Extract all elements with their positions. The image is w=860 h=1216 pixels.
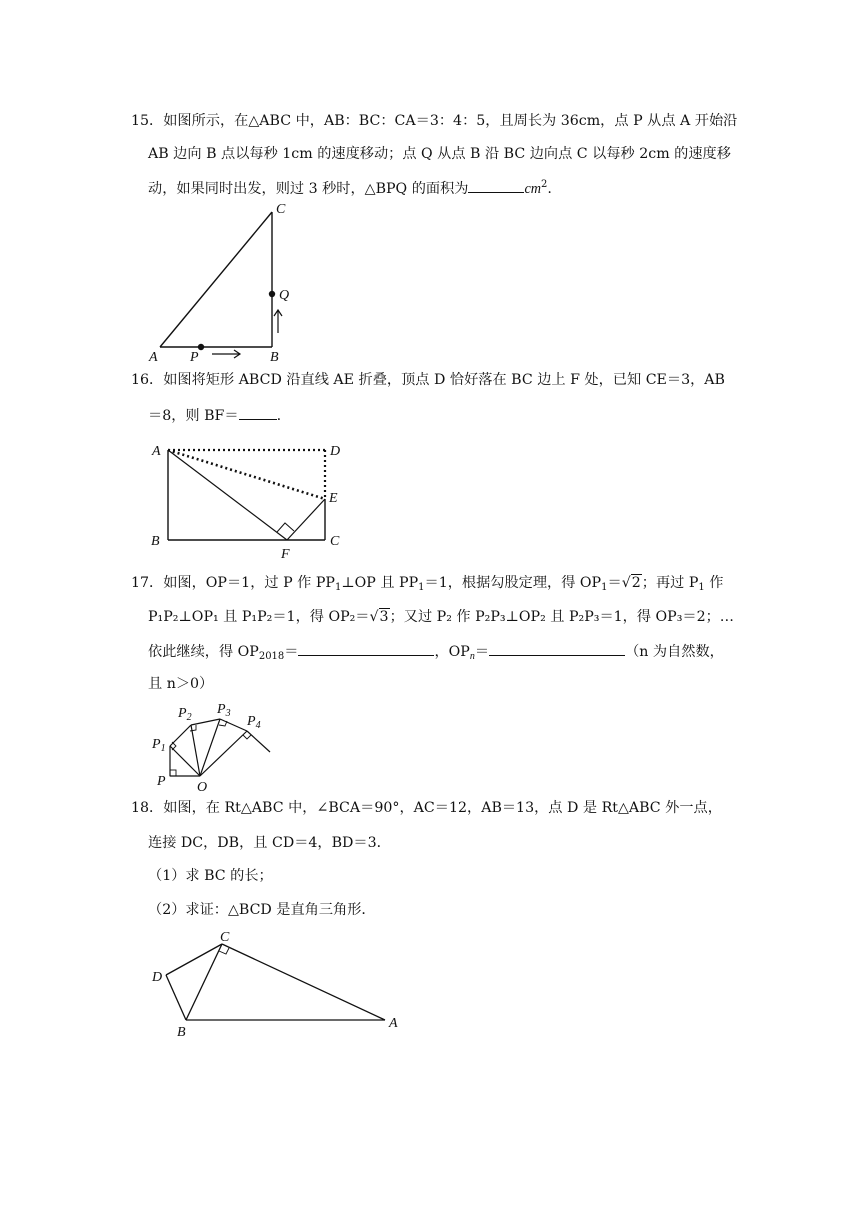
sqrt-2: √2 (621, 575, 641, 591)
q17-l3-part-d: ＝ (474, 644, 490, 660)
q18-segment-dc (166, 944, 222, 975)
q15-unit-exp: 2 (541, 179, 548, 190)
q15-label-b: B (270, 350, 279, 365)
q16-line-1: 16．如图将矩形 ABCD 沿直线 AE 折叠，顶点 D 恰好落在 BC 边上 F 处，已知 CE＝3，AB (131, 372, 725, 388)
q16-label-f: F (281, 547, 290, 562)
q17-l2-part-a: P₁P₂⊥OP₁ 且 P₁P₂＝1，得 OP₂＝ (148, 609, 370, 625)
q17-l1-part-c: ＝1，根据勾股定理，得 OP (424, 575, 602, 591)
q17-l3-part-e: （n 为自然数， (625, 644, 724, 660)
q18-line-1: 18．如图，在 Rt△ABC 中，∠BCA＝90°，AC＝12，AB＝13，点 D 是 Rt△ABC 外一点， (131, 800, 722, 816)
q17-l1-part-a: 17．如图，OP＝1，过 P 作 PP (131, 575, 335, 591)
q15-line-2: AB 边向 B 点以每秒 1cm 的速度移动；点 Q 从点 B 沿 BC 边向点 C 以每秒 2cm 的速度移 (148, 146, 731, 162)
q17-l2-part-b: ；又过 P₂ 作 P₂P₃⊥OP₂ 且 P₂P₃＝1，得 OP₃＝2；… (389, 609, 734, 625)
q17-label-p4: $P_4$ (247, 714, 261, 731)
sqrt-3-radicand: 3 (379, 609, 389, 625)
q17-sub: 1 (334, 582, 342, 593)
q17-sub: 1 (418, 582, 425, 593)
q18-part-1: （1）求 BC 的长； (148, 868, 273, 884)
q15-period: . (547, 181, 552, 197)
q18-line-2: 连接 DC，DB，且 CD＝4，BD＝3． (148, 835, 391, 851)
q18-side-bc (186, 944, 222, 1020)
q17-l3-part-a: 依此继续，得 OP (148, 644, 259, 660)
q18-right-angle-mark (219, 948, 229, 954)
q15-label-c: C (276, 202, 286, 217)
q15-line-1: 15．如图所示，在△ABC 中，AB：BC：CA＝3：4：5，且周长为 36cm，点 P 从点 A 开始沿 (131, 113, 738, 129)
q17-l3-sub: 2018 (258, 651, 285, 662)
q18-label-d: D (152, 970, 163, 985)
q16-period: . (276, 408, 282, 424)
q17-sub: 1 (698, 582, 705, 593)
q16-label-a: A (152, 444, 161, 459)
q18-label-c: C (220, 930, 230, 945)
q15-label-a: A (149, 350, 158, 365)
q17-l3-part-c: ，OP (434, 644, 470, 660)
q18-label-a: A (389, 1016, 398, 1031)
q16-label-b: B (151, 534, 160, 549)
q16-line-2-text: ＝8，则 BF＝ (148, 408, 239, 424)
q18-segment-db (166, 975, 186, 1020)
q17-line-4: 且 n＞0） (148, 676, 214, 692)
q17-label-p: P (157, 774, 166, 789)
q18-part-2: （2）求证：△BCD 是直角三角形． (148, 902, 376, 918)
q17-label-p1: $P_1$ (152, 737, 166, 754)
q18-label-b: B (177, 1025, 186, 1040)
q16-label-d: D (330, 444, 341, 459)
q16-label-c: C (330, 534, 340, 549)
q17-label-p3: $P_3$ (217, 702, 231, 719)
q16-label-e: E (329, 491, 338, 506)
q17-sub: 1 (601, 582, 608, 593)
q17-l3-sub-n: n (469, 651, 475, 662)
sqrt-3: √3 (369, 609, 389, 625)
q15-label-q: Q (279, 288, 290, 303)
sqrt-2-radicand: 2 (631, 575, 641, 591)
q17-label-o: O (197, 780, 208, 795)
q17-label-p2: $P_2$ (178, 706, 192, 723)
q15-label-p: P (190, 350, 199, 365)
q17-l1-part-g: 作 (704, 575, 724, 591)
q18-side-ca (222, 944, 385, 1020)
q17-l3-part-b: ＝ (284, 644, 299, 660)
q17-l1-part-d: ＝ (607, 575, 622, 591)
q17-l1-part-f: ；再过 P (641, 575, 699, 591)
q15-unit: cm (524, 181, 541, 197)
q15-line-3-text: 动，如果同时出发，则过 3 秒时，△BPQ 的面积为 (148, 181, 469, 197)
q17-l1-part-b: ⊥OP 且 PP (341, 575, 419, 591)
